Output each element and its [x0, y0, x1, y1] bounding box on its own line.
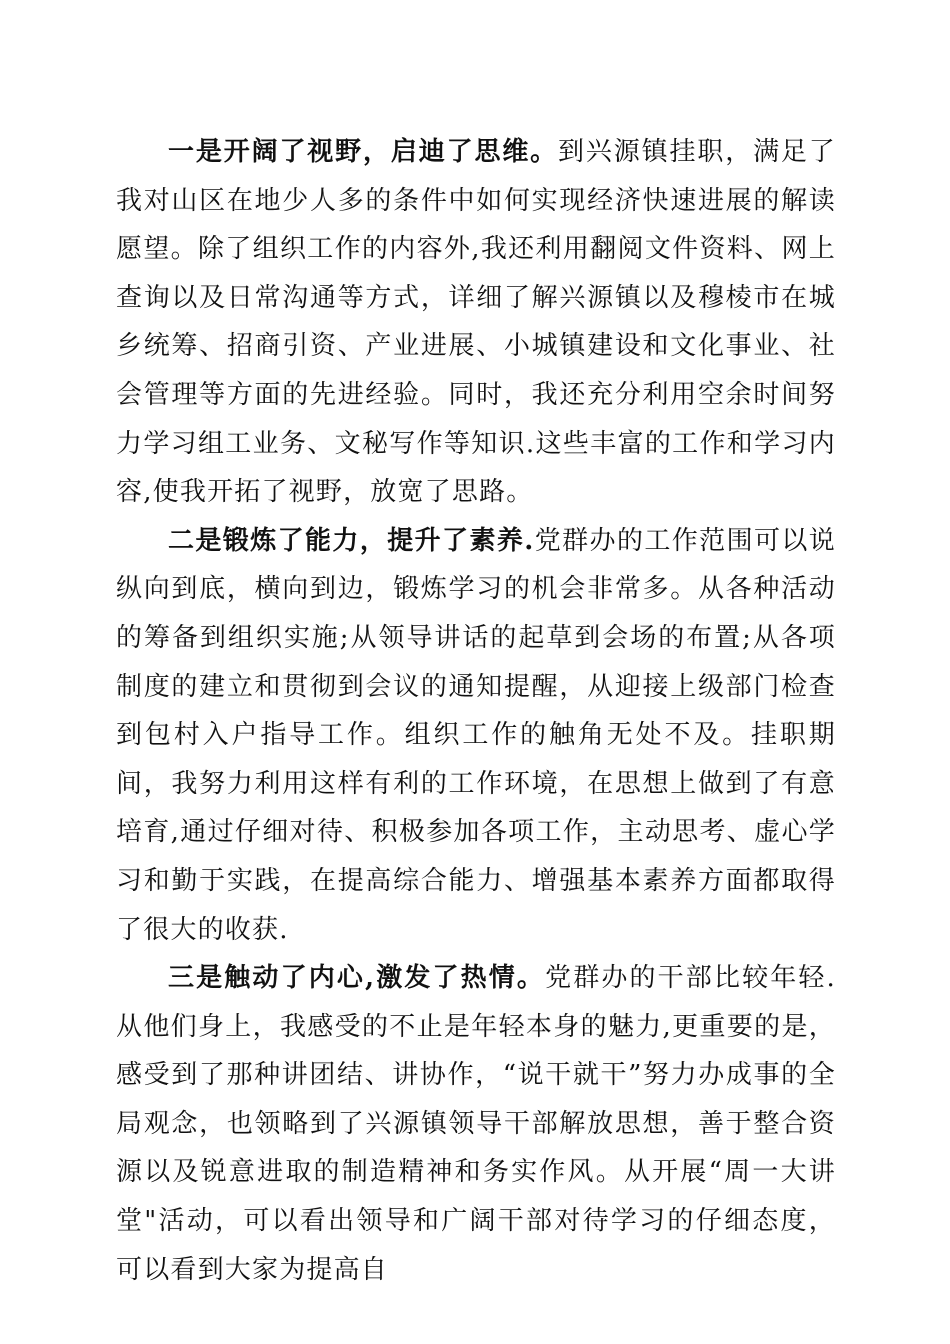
document-body [116, 128, 836, 1294]
paragraph-3-lead: 三是触动了内心,激发了热情。 [168, 963, 546, 994]
paragraph-2-lead: 二是锻炼了能力，提升了素养. [168, 525, 535, 556]
paragraph-1-lead: 一是开阔了视野，启迪了思维。 [168, 137, 559, 167]
paragraph-2 [116, 517, 836, 954]
paragraph-1 [116, 128, 836, 517]
paragraph-2-text: 党群办的工作范围可以说纵向到底，横向到边，锻炼学习的机会非常多。从各种活动的筹备到组织实施;从领导讲话的起草到会场的布置;从各项制度的建立和贯彻到会议的通知提醒，从迎接上级部门检查到包村入户指导工作。组织工作的触角无处不及。挂职期间，我努力利用这样有利的工作环境，在思想上做到了有意培育,通过仔细对待、积极参加各项工作，主动思考、虚心学习和勤于实践，在提高综合能力、增强基本素养方面都取得了很大的收获. [116, 525, 836, 945]
paragraph-3-text: 党群办的干部比较年轻.从他们身上，我感受的不止是年轻本身的魅力,更重要的是，感受到了那种讲团结、讲协作，“说干就干”努力办成事的全局观念，也领略到了兴源镇领导干部解放思想，善于整合资源以及锐意进取的制造精神和务实作风。从开展“周一大讲堂"活动，可以看出领导和广阔干部对待学习的仔细态度，可以看到大家为提高自 [116, 963, 836, 1285]
paragraph-3 [116, 954, 836, 1294]
paragraph-1-text: 到兴源镇挂职，满足了我对山区在地少人多的条件中如何实现经济快速进展的解读愿望。除了组织工作的内容外,我还利用翻阅文件资料、网上查询以及日常沟通等方式，详细了解兴源镇以及穆棱市在城乡统筹、招商引资、产业进展、小城镇建设和文化事业、社会管理等方面的先进经验。同时，我还充分利用空余时间努力学习组工业务、文秘写作等知识.这些丰富的工作和学习内容,使我开拓了视野，放宽了思路。 [116, 137, 836, 508]
